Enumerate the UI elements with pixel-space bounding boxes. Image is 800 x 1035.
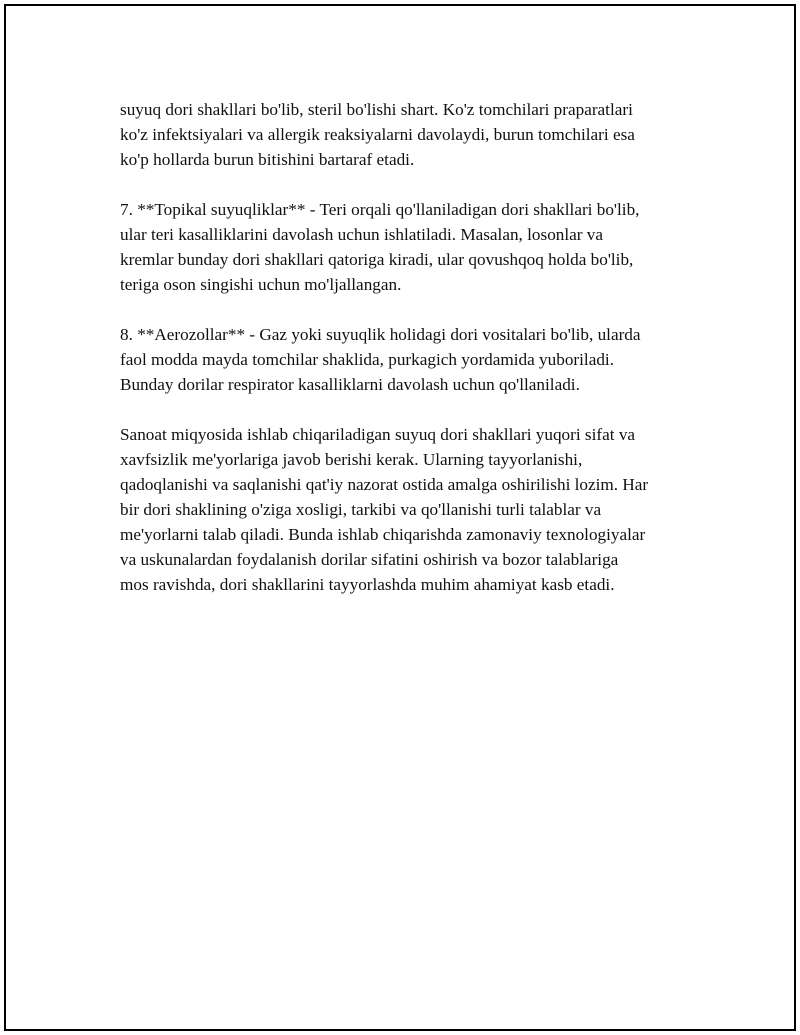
paragraph-line: va uskunalardan foydalanish dorilar sifatini oshirish va bozor talablariga: [120, 550, 619, 569]
paragraph-line: 7. **Topikal suyuqliklar** - Teri orqali qo'llaniladigan dori shakllari bo'lib,: [120, 200, 640, 219]
aerosols-paragraph: [120, 322, 690, 397]
paragraph-line: ular teri kasalliklarini davolash uchun ishlatiladi. Masalan, losonlar va: [120, 225, 604, 244]
paragraph-line: me'yorlarni talab qiladi. Bunda ishlab chiqarishda zamonaviy texnologiyalar: [120, 525, 646, 544]
paragraph-line: ko'z infektsiyalari va allergik reaksiyalarni davolaydi, burun tomchilari esa: [120, 125, 635, 144]
paragraph-line: Bunday dorilar respirator kasalliklarni davolash uchun qo'llaniladi.: [120, 375, 580, 394]
paragraph-line: qadoqlanishi va saqlanishi qat'iy nazorat ostida amalga oshirilishi lozim. Har: [120, 475, 649, 494]
conclusion-paragraph: [120, 422, 690, 597]
eye-drops-paragraph: [120, 97, 690, 172]
paragraph-line: Sanoat miqyosida ishlab chiqariladigan suyuq dori shakllari yuqori sifat va: [120, 425, 636, 444]
topical-liquids-paragraph: [120, 197, 690, 297]
paragraph-line: mos ravishda, dori shakllarini tayyorlashda muhim ahamiyat kasb etadi.: [120, 575, 615, 594]
paragraph-line: bir dori shaklining o'ziga xosligi, tarkibi va qo'llanishi turli talablar va: [120, 500, 602, 519]
paragraph-line: suyuq dori shakllari bo'lib, steril bo'lishi shart. Ko'z tomchilari praparatlari: [120, 100, 633, 119]
paragraph-line: 8. **Aerozollar** - Gaz yoki suyuqlik holidagi dori vositalari bo'lib, ularda: [120, 325, 641, 344]
paragraph-line: kremlar bunday dori shakllari qatoriga kiradi, ular qovushqoq holda bo'lib,: [120, 250, 634, 269]
paragraph-line: xavfsizlik me'yorlariga javob berishi kerak. Ularning tayyorlanishi,: [120, 450, 583, 469]
paragraph-line: ko'p hollarda burun bitishini bartaraf etadi.: [120, 150, 415, 169]
paragraph-line: teriga oson singishi uchun mo'ljallangan.: [120, 275, 402, 294]
document-body: [120, 97, 690, 622]
document-page: [4, 4, 796, 1031]
paragraph-line: faol modda mayda tomchilar shaklida, purkagich yordamida yuboriladi.: [120, 350, 614, 369]
